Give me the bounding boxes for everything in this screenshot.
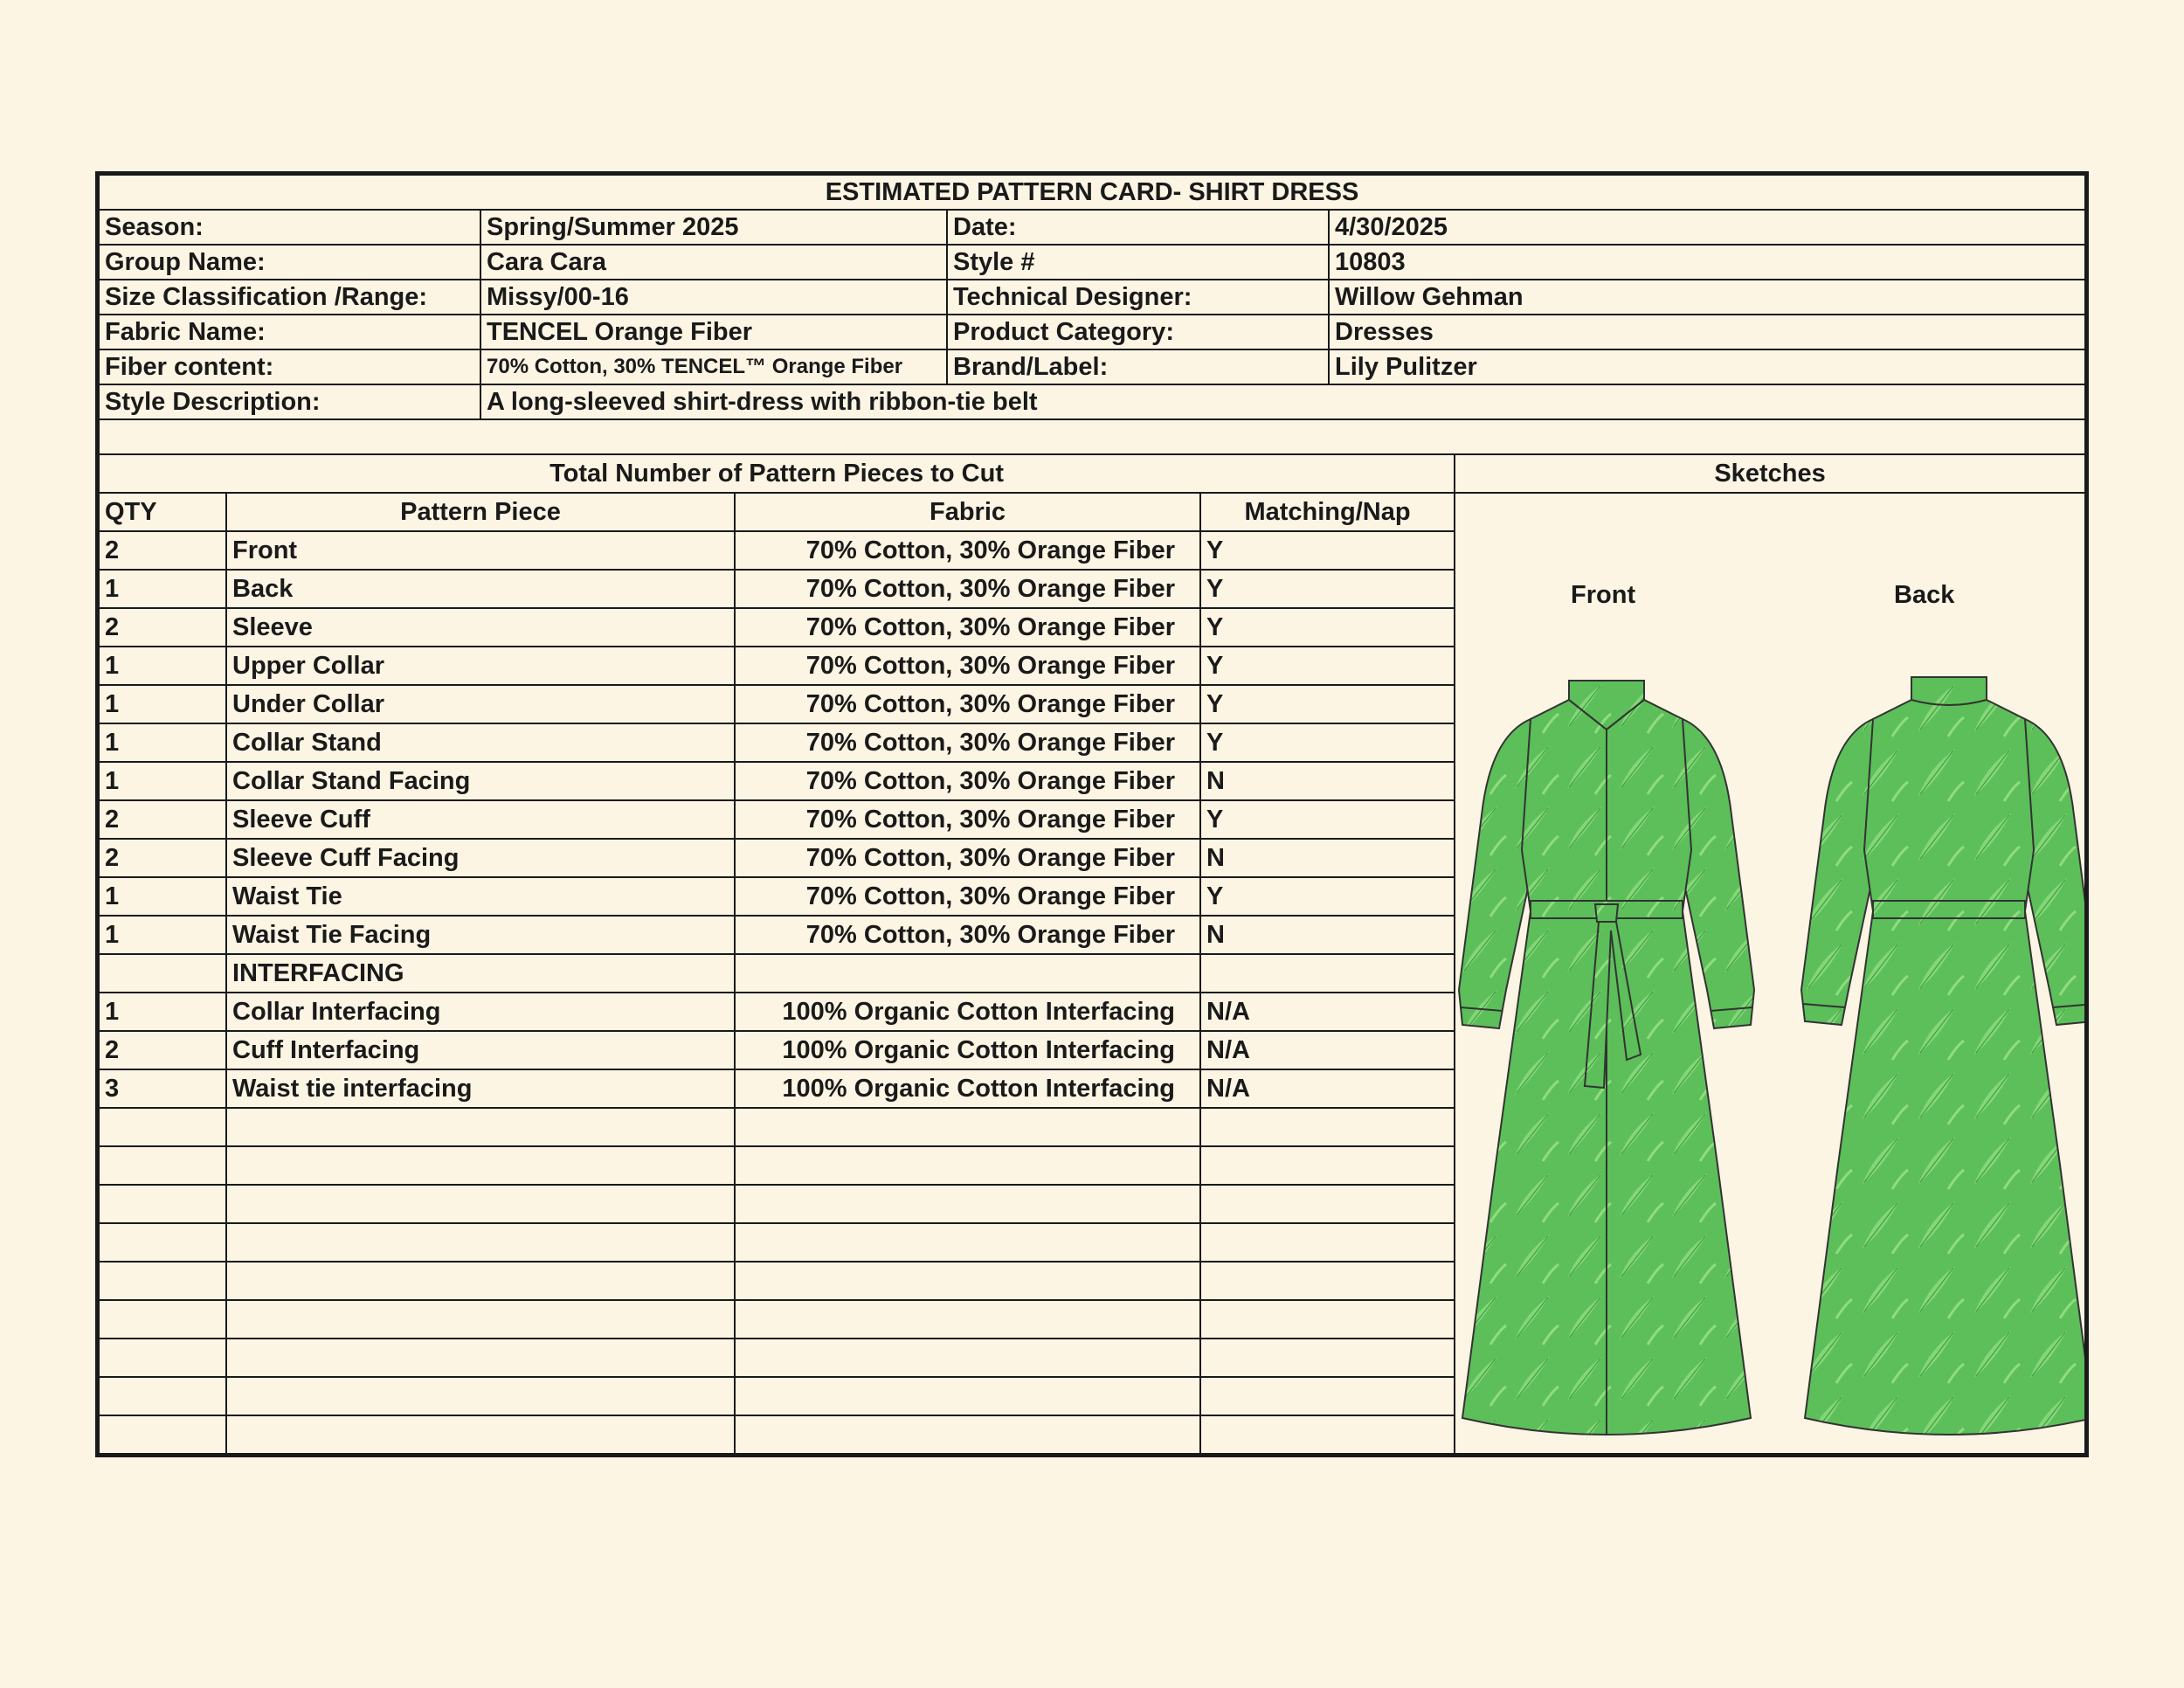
- date-label: Date:: [947, 210, 1329, 245]
- designer-label: Technical Designer:: [947, 280, 1329, 315]
- row-qty: [99, 1300, 226, 1339]
- row-qty: 1: [99, 916, 226, 954]
- pieces-title: Total Number of Pattern Pieces to Cut: [99, 454, 1455, 493]
- row-qty: 2: [99, 839, 226, 877]
- row-qty: 1: [99, 570, 226, 608]
- header-table: [98, 174, 2086, 455]
- row-matching-nap: N: [1200, 916, 1455, 954]
- row-qty: 2: [99, 1031, 226, 1069]
- sketch-back-label: Back: [1894, 581, 1955, 609]
- row-fabric: 70% Cotton, 30% Orange Fiber: [735, 839, 1200, 877]
- row-pattern-piece: Collar Stand: [226, 723, 735, 762]
- col-header-piece: Pattern Piece: [226, 493, 735, 531]
- row-matching-nap: N: [1200, 839, 1455, 877]
- row-matching-nap: [1200, 1262, 1455, 1300]
- row-fabric: [735, 1415, 1200, 1454]
- row-fabric: 70% Cotton, 30% Orange Fiber: [735, 916, 1200, 954]
- row-fabric: 70% Cotton, 30% Orange Fiber: [735, 647, 1200, 685]
- row-matching-nap: [1200, 954, 1455, 993]
- row-fabric: [735, 1146, 1200, 1185]
- row-matching-nap: [1200, 1339, 1455, 1377]
- row-pattern-piece: Under Collar: [226, 685, 735, 723]
- fiber-label: Fiber content:: [99, 349, 480, 384]
- row-fabric: [735, 1339, 1200, 1377]
- row-matching-nap: N/A: [1200, 993, 1455, 1031]
- row-pattern-piece: [226, 1415, 735, 1454]
- row-qty: 3: [99, 1069, 226, 1108]
- row-matching-nap: [1200, 1300, 1455, 1339]
- back-collar: [1911, 677, 1987, 705]
- sketch-front-label: Front: [1571, 581, 1636, 609]
- size-label: Size Classification /Range:: [99, 280, 480, 315]
- group-label: Group Name:: [99, 245, 480, 280]
- brand-label: Brand/Label:: [947, 349, 1329, 384]
- row-fabric: 100% Organic Cotton Interfacing: [735, 993, 1200, 1031]
- row-pattern-piece: Waist Tie: [226, 877, 735, 916]
- row-fabric: 100% Organic Cotton Interfacing: [735, 1031, 1200, 1069]
- row-pattern-piece: Upper Collar: [226, 647, 735, 685]
- size-value: Missy/00-16: [480, 280, 947, 315]
- row-fabric: 70% Cotton, 30% Orange Fiber: [735, 531, 1200, 570]
- row-matching-nap: Y: [1200, 608, 1455, 647]
- category-value: Dresses: [1329, 315, 2085, 349]
- row-fabric: 70% Cotton, 30% Orange Fiber: [735, 608, 1200, 647]
- row-pattern-piece: Collar Stand Facing: [226, 762, 735, 800]
- row-pattern-piece: [226, 1300, 735, 1339]
- fiber-value: 70% Cotton, 30% TENCEL™ Orange Fiber: [480, 349, 947, 384]
- card-title: ESTIMATED PATTERN CARD- SHIRT DRESS: [99, 175, 2085, 210]
- row-pattern-piece: [226, 1377, 735, 1415]
- row-matching-nap: Y: [1200, 685, 1455, 723]
- row-matching-nap: Y: [1200, 800, 1455, 839]
- row-fabric: 70% Cotton, 30% Orange Fiber: [735, 570, 1200, 608]
- brand-value: Lily Pulitzer: [1329, 349, 2085, 384]
- row-matching-nap: [1200, 1377, 1455, 1415]
- row-fabric: [735, 1223, 1200, 1262]
- row-matching-nap: N/A: [1200, 1031, 1455, 1069]
- row-fabric: 70% Cotton, 30% Orange Fiber: [735, 685, 1200, 723]
- row-pattern-piece: Sleeve Cuff: [226, 800, 735, 839]
- row-qty: 1: [99, 685, 226, 723]
- fabric-value: TENCEL Orange Fiber: [480, 315, 947, 349]
- row-matching-nap: Y: [1200, 723, 1455, 762]
- row-pattern-piece: [226, 1339, 735, 1377]
- row-matching-nap: Y: [1200, 570, 1455, 608]
- pattern-card: [95, 171, 2089, 1457]
- col-header-qty: QTY: [99, 493, 226, 531]
- spacer-row: [99, 419, 2085, 454]
- row-qty: 1: [99, 993, 226, 1031]
- row-matching-nap: N: [1200, 762, 1455, 800]
- row-matching-nap: N/A: [1200, 1069, 1455, 1108]
- row-matching-nap: [1200, 1108, 1455, 1146]
- row-matching-nap: [1200, 1146, 1455, 1185]
- row-pattern-piece: [226, 1185, 735, 1223]
- row-fabric: [735, 1108, 1200, 1146]
- desc-label: Style Description:: [99, 384, 480, 419]
- row-qty: 2: [99, 800, 226, 839]
- row-pattern-piece: [226, 1223, 735, 1262]
- row-qty: [99, 1146, 226, 1185]
- sketch-panel: [1455, 493, 2085, 1454]
- season-value: Spring/Summer 2025: [480, 210, 947, 245]
- row-qty: 1: [99, 762, 226, 800]
- fabric-label: Fabric Name:: [99, 315, 480, 349]
- row-qty: 1: [99, 723, 226, 762]
- pieces-table: [98, 453, 2086, 1455]
- row-pattern-piece: [226, 1108, 735, 1146]
- col-header-fabric: Fabric: [735, 493, 1200, 531]
- row-qty: 2: [99, 531, 226, 570]
- row-matching-nap: [1200, 1415, 1455, 1454]
- row-qty: 1: [99, 647, 226, 685]
- row-matching-nap: [1200, 1223, 1455, 1262]
- row-fabric: 70% Cotton, 30% Orange Fiber: [735, 762, 1200, 800]
- row-matching-nap: [1200, 1185, 1455, 1223]
- row-matching-nap: Y: [1200, 877, 1455, 916]
- row-pattern-piece: Collar Interfacing: [226, 993, 735, 1031]
- row-fabric: 100% Organic Cotton Interfacing: [735, 1069, 1200, 1108]
- front-dress-sketch: [1455, 675, 1758, 1444]
- row-pattern-piece: Cuff Interfacing: [226, 1031, 735, 1069]
- row-pattern-piece: [226, 1146, 735, 1185]
- row-pattern-piece: [226, 1262, 735, 1300]
- row-pattern-piece: Sleeve: [226, 608, 735, 647]
- row-fabric: 70% Cotton, 30% Orange Fiber: [735, 800, 1200, 839]
- row-fabric: [735, 1377, 1200, 1415]
- row-qty: [99, 1262, 226, 1300]
- row-pattern-piece: INTERFACING: [226, 954, 735, 993]
- row-qty: 1: [99, 877, 226, 916]
- row-fabric: [735, 1185, 1200, 1223]
- row-pattern-piece: Waist Tie Facing: [226, 916, 735, 954]
- row-qty: [99, 1339, 226, 1377]
- col-header-nap: Matching/Nap: [1200, 493, 1455, 531]
- row-pattern-piece: Front: [226, 531, 735, 570]
- group-value: Cara Cara: [480, 245, 947, 280]
- date-value: 4/30/2025: [1329, 210, 2085, 245]
- row-fabric: [735, 954, 1200, 993]
- row-pattern-piece: Sleeve Cuff Facing: [226, 839, 735, 877]
- style-value: 10803: [1329, 245, 2085, 280]
- row-matching-nap: Y: [1200, 647, 1455, 685]
- row-qty: [99, 1223, 226, 1262]
- row-fabric: 70% Cotton, 30% Orange Fiber: [735, 723, 1200, 762]
- row-qty: 2: [99, 608, 226, 647]
- style-label: Style #: [947, 245, 1329, 280]
- row-fabric: [735, 1262, 1200, 1300]
- back-dress-sketch: [1798, 675, 2085, 1444]
- row-matching-nap: Y: [1200, 531, 1455, 570]
- row-qty: [99, 1377, 226, 1415]
- row-fabric: [735, 1300, 1200, 1339]
- designer-value: Willow Gehman: [1329, 280, 2085, 315]
- category-label: Product Category:: [947, 315, 1329, 349]
- row-qty: [99, 1108, 226, 1146]
- back-waist-belt: [1873, 901, 2025, 918]
- sketches-title: Sketches: [1455, 454, 2085, 493]
- row-qty: [99, 954, 226, 993]
- desc-value: A long-sleeved shirt-dress with ribbon-tie belt: [480, 384, 2085, 419]
- season-label: Season:: [99, 210, 480, 245]
- row-pattern-piece: Back: [226, 570, 735, 608]
- row-qty: [99, 1415, 226, 1454]
- row-pattern-piece: Waist tie interfacing: [226, 1069, 735, 1108]
- row-qty: [99, 1185, 226, 1223]
- row-fabric: 70% Cotton, 30% Orange Fiber: [735, 877, 1200, 916]
